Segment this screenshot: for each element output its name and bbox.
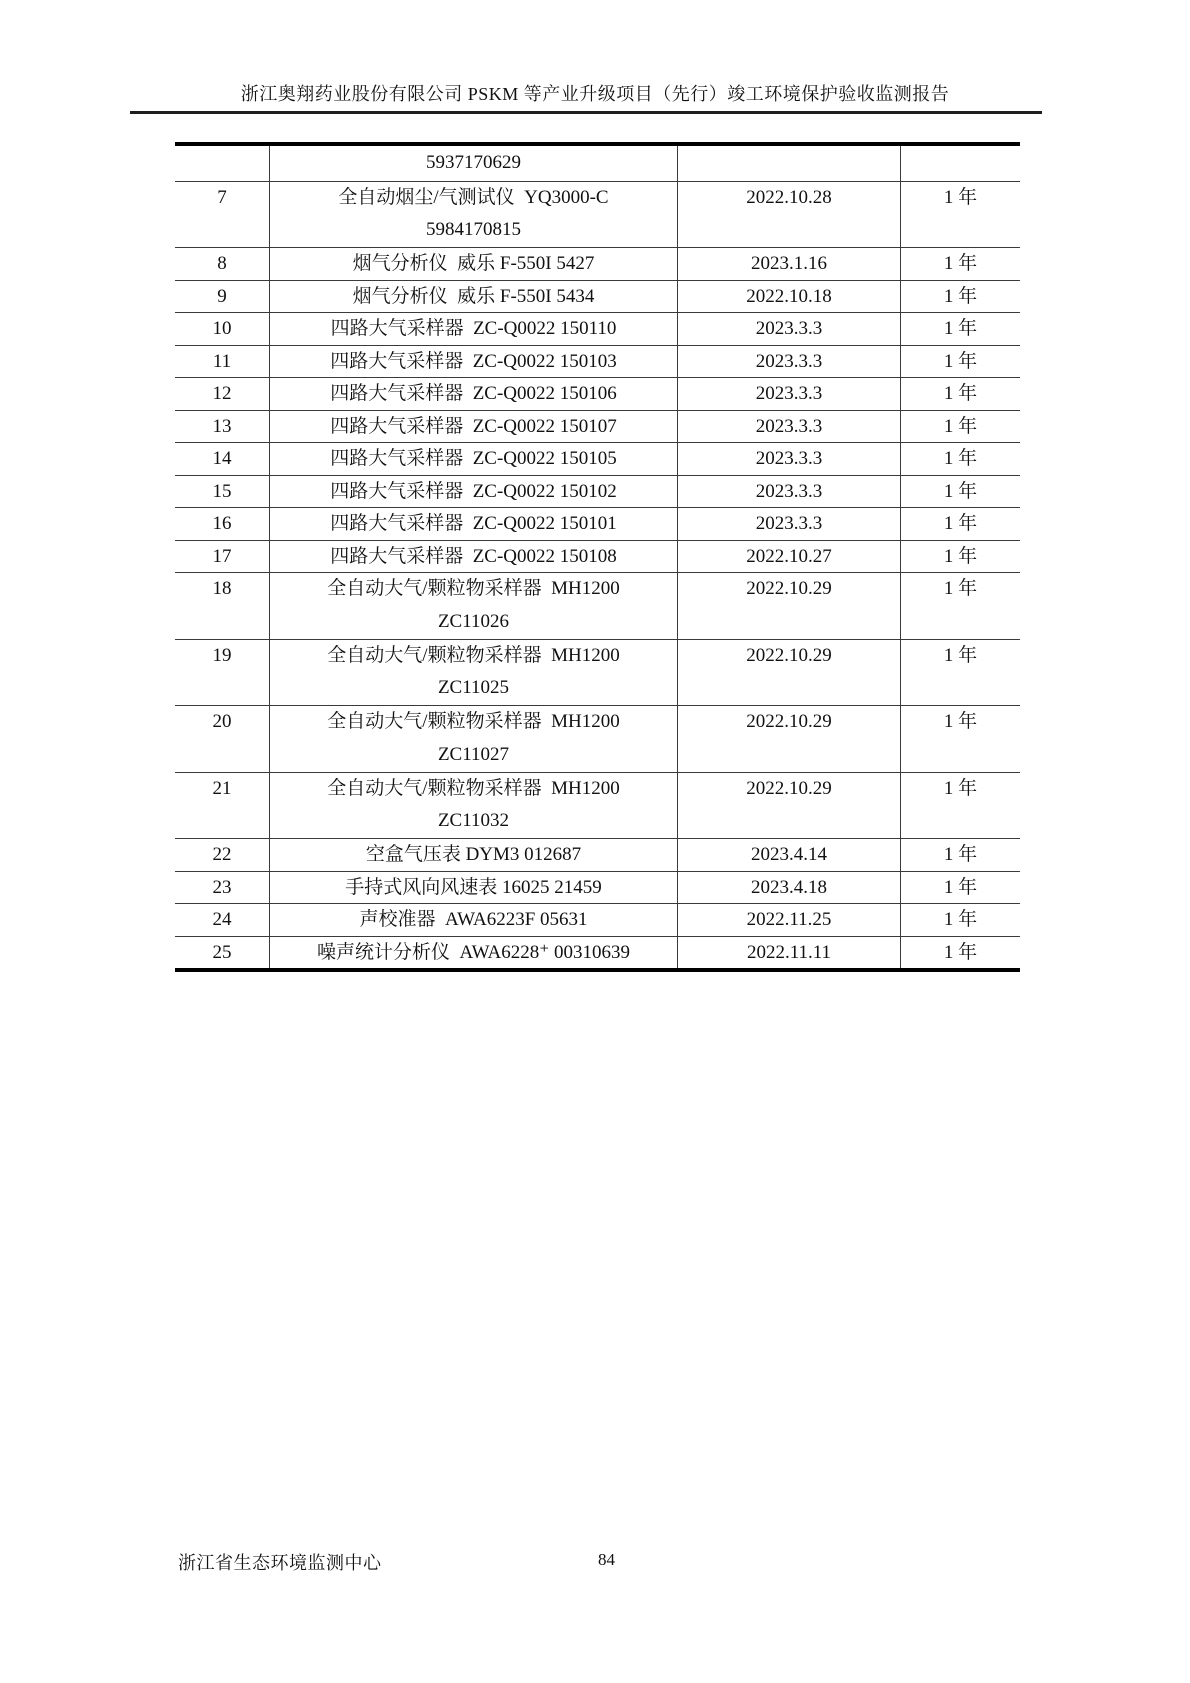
table-row (175, 508, 1020, 541)
calibration-date-cell: 2022.10.29 (678, 640, 901, 706)
table-row (175, 378, 1020, 411)
equipment-name-cell: 声校准器 AWA6223F 05631 (270, 904, 678, 936)
row-number-cell: 19 (175, 640, 270, 706)
row-number-cell: 20 (175, 706, 270, 772)
equipment-name-cell: 烟气分析仪 威乐 F-550I 5427 (270, 248, 678, 280)
header-rule (130, 111, 1042, 114)
row-number-cell: 15 (175, 476, 270, 508)
equipment-name-line: 全自动大气/颗粒物采样器 MH1200 (327, 578, 620, 599)
row-number-cell: 21 (175, 773, 270, 839)
table-row (175, 346, 1020, 379)
row-number-cell: 25 (175, 937, 270, 969)
equipment-serial-line: ZC11027 (437, 743, 510, 765)
equipment-name-line: 全自动烟尘/气测试仪 YQ3000-C (338, 186, 609, 208)
row-number-cell: 13 (175, 411, 270, 443)
table-row (175, 839, 1020, 872)
validity-period-cell: 1 年 (943, 350, 978, 372)
equipment-name-cell: 四路大气采样器 ZC-Q0022 150101 (270, 508, 678, 540)
footer-page-number: 84 (598, 1550, 615, 1569)
equipment-name-cell: 四路大气采样器 ZC-Q0022 150103 (270, 346, 678, 378)
table-row (175, 146, 1020, 182)
equipment-name-cell (270, 773, 678, 839)
equipment-name-cell (270, 182, 678, 248)
equipment-name-line: 全自动大气/颗粒物采样器 MH1200 (327, 777, 620, 799)
equipment-name-cell: 噪声统计分析仪 AWA6228⁺ 00310639 (270, 937, 678, 969)
row-number-cell: 22 (175, 839, 270, 871)
calibration-date-cell: 2023.3.3 (678, 443, 901, 475)
table-row (175, 706, 1020, 773)
table-row (175, 541, 1020, 574)
calibration-date-cell: 2023.3.3 (678, 411, 901, 443)
validity-period-cell: 1 年 (943, 513, 978, 534)
equipment-name-cell: 5937170629 (270, 146, 678, 181)
validity-period-cell: 1 年 (943, 186, 978, 208)
calibration-date-cell: 2023.4.18 (678, 872, 901, 904)
calibration-date-cell: 2023.3.3 (678, 508, 901, 540)
calibration-date-cell: 2022.10.27 (678, 541, 901, 573)
row-number-cell: 10 (175, 313, 270, 345)
calibration-date-cell: 2022.10.29 (678, 706, 901, 772)
equipment-calibration-table (175, 142, 1020, 972)
calibration-date-cell: 2023.3.3 (678, 346, 901, 378)
table-row (175, 773, 1020, 840)
validity-period-cell: 1 年 (943, 415, 978, 437)
validity-period-cell: 1 年 (943, 253, 978, 274)
calibration-date-cell: 2022.10.29 (678, 773, 901, 839)
calibration-date-cell: 2023.3.3 (678, 313, 901, 345)
calibration-date-cell: 2022.11.25 (678, 904, 901, 936)
row-number-cell: 24 (175, 904, 270, 936)
row-number-cell: 9 (175, 281, 270, 313)
equipment-name-cell: 四路大气采样器 ZC-Q0022 150110 (270, 313, 678, 345)
row-number-cell: 17 (175, 541, 270, 573)
equipment-name-cell: 四路大气采样器 ZC-Q0022 150108 (270, 541, 678, 573)
validity-period-cell: 1 年 (943, 941, 978, 963)
validity-period-cell: 1 年 (943, 545, 978, 567)
validity-period-cell: 1 年 (943, 711, 978, 732)
validity-period-cell: 1 年 (943, 285, 978, 307)
equipment-name-cell: 空盒气压表 DYM3 012687 (270, 839, 678, 871)
table-row (175, 937, 1020, 969)
equipment-name-cell: 四路大气采样器 ZC-Q0022 150102 (270, 476, 678, 508)
calibration-date-cell: 2022.11.11 (678, 937, 901, 969)
validity-period-cell: 1 年 (943, 383, 978, 404)
calibration-date-cell (678, 146, 901, 181)
equipment-name-cell: 手持式风向风速表 16025 21459 (270, 872, 678, 904)
validity-period-cell (901, 146, 1020, 181)
table-row (175, 248, 1020, 281)
calibration-date-cell: 2023.3.3 (678, 378, 901, 410)
equipment-name-cell (270, 706, 678, 772)
validity-period-cell: 1 年 (943, 909, 978, 930)
validity-period-cell: 1 年 (943, 844, 978, 865)
table-row (175, 411, 1020, 444)
equipment-name-cell: 烟气分析仪 威乐 F-550I 5434 (270, 281, 678, 313)
table-row (175, 182, 1020, 249)
validity-period-cell: 1 年 (943, 777, 978, 799)
calibration-date-cell: 2022.10.29 (678, 573, 901, 639)
row-number-cell: 14 (175, 443, 270, 475)
validity-period-cell: 1 年 (943, 318, 978, 339)
table-row (175, 281, 1020, 314)
equipment-serial-line: ZC11026 (437, 610, 510, 632)
validity-period-cell: 1 年 (943, 644, 978, 666)
equipment-name-line: 全自动大气/颗粒物采样器 MH1200 (327, 711, 620, 732)
equipment-name-cell: 四路大气采样器 ZC-Q0022 150105 (270, 443, 678, 475)
equipment-name-line: 全自动大气/颗粒物采样器 MH1200 (327, 644, 620, 666)
table-row (175, 904, 1020, 937)
row-number-cell: 16 (175, 508, 270, 540)
calibration-date-cell: 2023.3.3 (678, 476, 901, 508)
row-number-cell: 8 (175, 248, 270, 280)
validity-period-cell: 1 年 (943, 448, 978, 469)
validity-period-cell: 1 年 (943, 578, 978, 599)
table-row (175, 872, 1020, 905)
row-number-cell: 18 (175, 573, 270, 639)
table-row (175, 313, 1020, 346)
calibration-date-cell: 2023.1.16 (678, 248, 901, 280)
table-row (175, 476, 1020, 509)
table-row (175, 573, 1020, 640)
table-row (175, 640, 1020, 707)
equipment-name-cell (270, 573, 678, 639)
equipment-serial-line: ZC11025 (437, 677, 510, 699)
equipment-name-cell: 四路大气采样器 ZC-Q0022 150106 (270, 378, 678, 410)
equipment-serial-line: 5984170815 (426, 219, 521, 241)
equipment-name-cell (270, 640, 678, 706)
table-row (175, 443, 1020, 476)
calibration-date-cell: 2023.4.14 (678, 839, 901, 871)
header-title: 浙江奥翔药业股份有限公司 PSKM 等产业升级项目（先行）竣工环境保护验收监测报告 (240, 84, 950, 104)
row-number-cell: 7 (175, 182, 270, 248)
row-number-cell: 11 (175, 346, 270, 378)
equipment-serial-line: ZC11032 (437, 810, 510, 832)
calibration-date-cell: 2022.10.28 (678, 182, 901, 248)
footer-organization: 浙江省生态环境监测中心 (178, 1553, 382, 1573)
row-number-cell: 23 (175, 872, 270, 904)
row-number-cell: 12 (175, 378, 270, 410)
equipment-name-cell: 四路大气采样器 ZC-Q0022 150107 (270, 411, 678, 443)
row-number-cell (175, 146, 270, 181)
validity-period-cell: 1 年 (943, 876, 978, 898)
validity-period-cell: 1 年 (943, 480, 978, 502)
calibration-date-cell: 2022.10.18 (678, 281, 901, 313)
